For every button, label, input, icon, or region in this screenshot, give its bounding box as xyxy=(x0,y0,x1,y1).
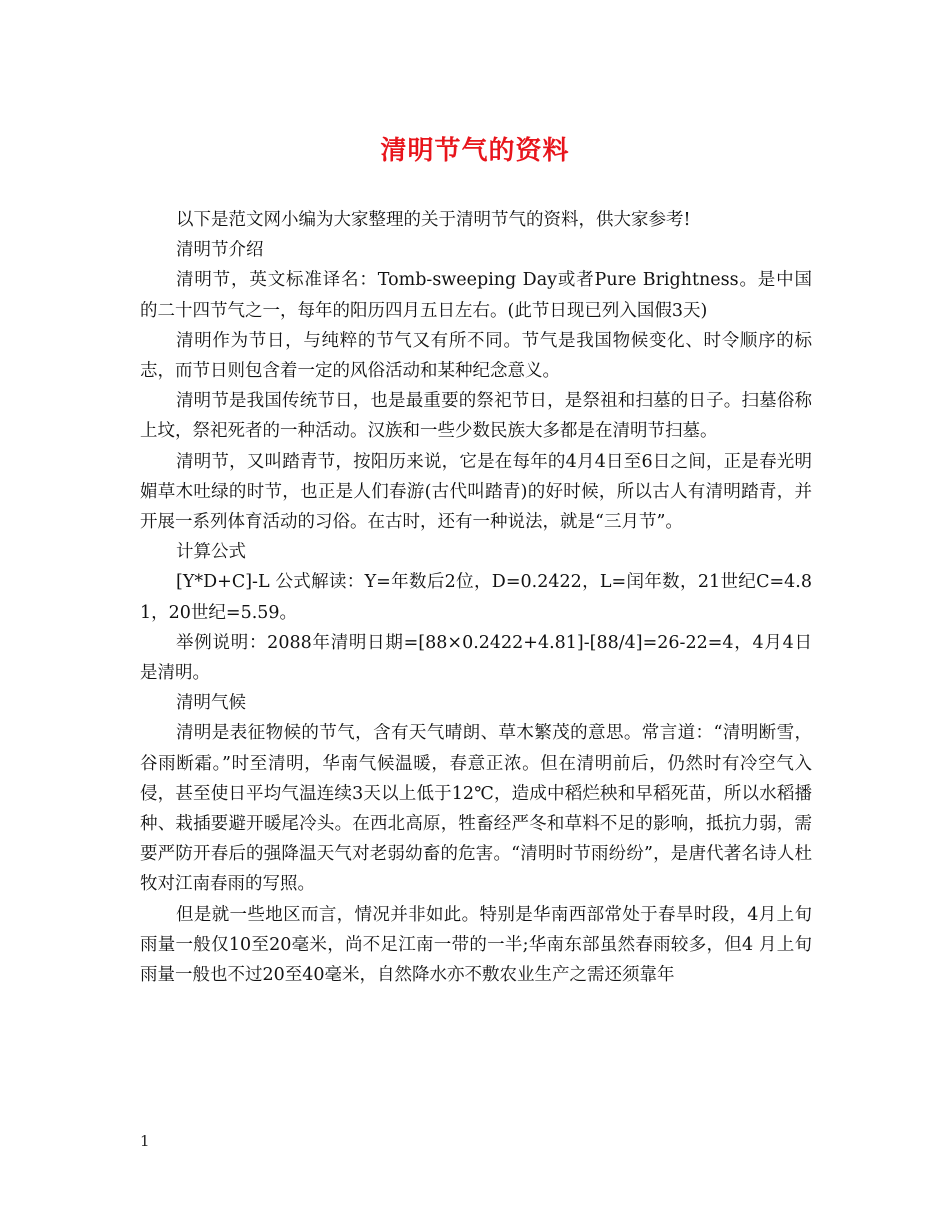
body-paragraph: 清明节，英文标准译名：Tomb-sweeping Day或者Pure Brightness。是中国的二十四节气之一，每年的阳历四月五日左右。(此节日现已列入国假3天) xyxy=(140,270,812,321)
document-title: 清明节气的资料 xyxy=(380,136,570,166)
example-paragraph: 举例说明：2088年清明日期=[88×0.2422+4.81]-[88/4]=26-22=4，4月4日是清明。 xyxy=(140,632,812,684)
intro-paragraph: 以下是范文网小编为大家整理的关于清明节气的资料，供大家参考! xyxy=(176,210,691,230)
body-paragraph: 清明节，又叫踏青节，按阳历来说，它是在每年的4月4日至6日之间，正是春光明媚草木吐绿的时节，也正是人们春游(古代叫踏青)的好时候，所以古人有清明踏青，并开展一系列体育活动的习俗。在古时，还有一种说法，就是“三月节”。 xyxy=(140,451,812,533)
page-number: 1 xyxy=(140,1132,150,1150)
document-body xyxy=(140,205,812,990)
body-paragraph: 清明作为节日，与纯粹的节气又有所不同。节气是我国物候变化、时令顺序的标志，而节日则包含着一定的风俗活动和某种纪念意义。 xyxy=(140,330,812,382)
section-heading-formula: 计算公式 xyxy=(176,542,246,563)
body-paragraph: 清明节是我国传统节日，也是最重要的祭祀节日，是祭祖和扫墓的日子。扫墓俗称上坟，祭祀死者的一种活动。汉族和一些少数民族大多都是在清明节扫墓。 xyxy=(140,391,812,442)
section-heading-introduction: 清明节介绍 xyxy=(176,240,264,261)
body-paragraph: 清明是表征物候的节气，含有天气晴朗、草木繁茂的意思。常言道：“清明断雪，谷雨断霜。”时至清明，华南气候温暖，春意正浓。但在清明前后，仍然时有冷空气入侵，甚至使日平均气温连续3天以上低于12℃，造成中稻烂秧和早稻死苗，所以水稻播种、栽插要避开暖尾冷头。在西北高原，牲畜经严冬和草料不足的影响，抵抗力弱，需要严防开春后的强降温天气对老弱幼畜的危害。“清明时节雨纷纷”，是唐代著名诗人杜牧对江南春雨的写照。 xyxy=(140,723,812,895)
body-paragraph: 但是就一些地区而言，情况并非如此。特别是华南西部常处于春旱时段，4月上旬雨量一般仅10至20毫米，尚不足江南一带的一半;华南东部虽然春雨较多，但4 月上旬雨量一般也不过20至40毫米，自然降水亦不敷农业生产之需还须靠年 xyxy=(140,904,812,986)
formula-paragraph: [Y*D+C]-L 公式解读：Y=年数后2位，D=0.2422，L=闰年数，21世纪C=4.81，20世纪=5.59。 xyxy=(140,572,812,623)
section-heading-climate: 清明气候 xyxy=(176,693,246,714)
